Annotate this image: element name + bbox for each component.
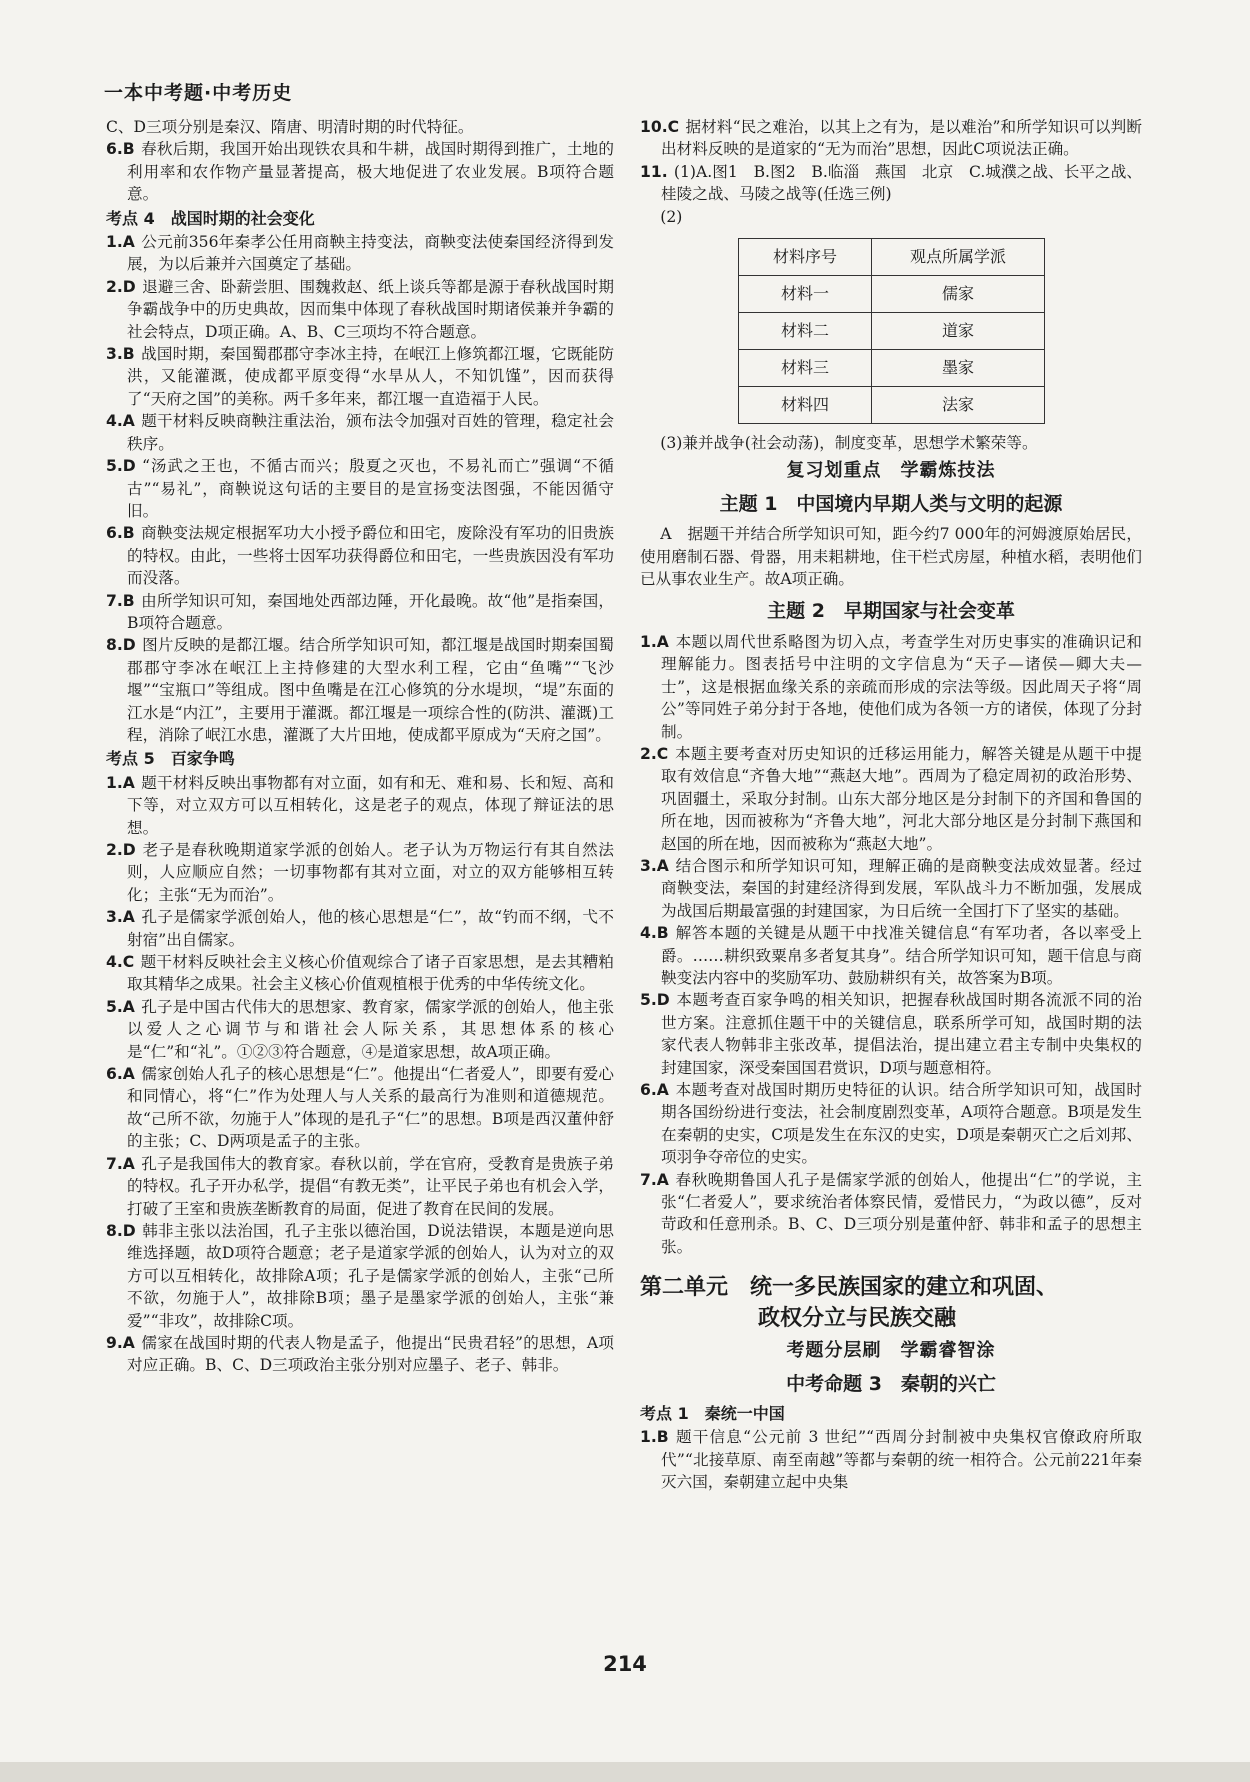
answer-text: 儒家在战国时期的代表人物是孟子，他提出“民贵君轻”的思想，A项对应正确。B、C、D三项政治主张分别对应墨子、老子、韩非。	[127, 1333, 614, 1375]
table-row	[739, 350, 1045, 387]
answer-text: “汤武之王也，不循古而兴；殷夏之灭也，不易礼而亡”强调“不循古”“易礼”，商鞅说这句话的主要目的是宣扬变法图强，不能因循守旧。	[127, 457, 614, 520]
table-cell: 法家	[872, 387, 1045, 424]
right-column	[640, 116, 1142, 1494]
answer-text: 结合图示和所学知识可知，理解正确的是商鞅变法成效显著。经过商鞅变法，秦国的封建经济得到发展，军队战斗力不断加强，发展成为战国后期最富强的封建国家，为日后统一全国打下了坚实的基础。	[661, 856, 1142, 920]
answer-text: C、D三项分别是秦汉、隋唐、明清时期的时代特征。	[106, 118, 474, 136]
answer-text: 由所学知识可知，秦国地处西部边陲，开化最晚。故“他”是指秦国，B项符合题意。	[127, 591, 614, 632]
table-header: 观点所属学派	[872, 239, 1045, 276]
answer-number: 4.B	[640, 924, 669, 943]
answer-text: 春秋后期，我国开始出现铁农具和牛耕，战国时期得到推广，土地的利用率和农作物产量显著提高，极大地促进了农业发展。B项符合题意。	[127, 140, 614, 204]
topic-heading: 中考命题 3 秦朝的兴亡	[786, 1372, 996, 1395]
banner-heading: 复习划重点 学霸炼技法	[786, 460, 996, 482]
answer-number: 3.A	[640, 856, 669, 875]
answer-item	[640, 161, 1142, 206]
answer-item	[106, 839, 614, 906]
answer-number: 7.A	[640, 1170, 669, 1189]
page-header: 一本中考题·中考历史	[104, 82, 293, 104]
answer-number: 5.D	[106, 457, 136, 476]
table-cell: 儒家	[872, 276, 1045, 313]
answer-number: 11.	[640, 162, 668, 181]
table-cell: 材料四	[739, 387, 872, 424]
answer-text: 本题主要考查对历史知识的迁移运用能力，解答关键是从题干中提取有效信息“齐鲁大地”“燕赵大地”。西周为了稳定周初的政治形势、巩固疆土，采取分封制。山东大部分地区是分封制下的齐国和鲁国的所在地，因而被称为“齐鲁大地”，河北大部分地区是分封制下燕国和赵国的所在地，因而被称为“燕赵大地”。	[661, 744, 1142, 853]
answer-item	[106, 590, 614, 635]
answer-number: 2.D	[106, 277, 136, 296]
answer-item	[640, 1426, 1142, 1493]
answer-item	[640, 855, 1142, 922]
answer-text: 图片反映的是都江堰。结合所学知识可知，都江堰是战国时期秦国蜀郡郡守李冰在岷江上主持修建的大型水利工程，它由“鱼嘴”“飞沙堰”“宝瓶口”等组成。图中鱼嘴是在江心修筑的分水堤坝，“堤”东面的江水是“内江”，主要用于灌溉。都江堰是一项综合性的(防洪、灌溉)工程，消除了岷江水患，灌溉了大片田地，使成都平原成为“天府之国”。	[127, 636, 614, 744]
answer-item	[106, 996, 614, 1063]
answer-item	[106, 522, 614, 589]
answer-item	[106, 906, 614, 951]
answer-text: 据材料“民之难治，以其上之有为，是以难治”和所学知识可以判断出材料反映的是道家的“无为而治”思想，因此C项说法正确。	[661, 118, 1142, 159]
answer-text: 韩非主张以法治国，孔子主张以德治国，D说法错误，本题是逆向思维选择题，故D项符合题意；老子是道家学派的创始人，认为对立的双方可以互相转化，故排除A项；孔子是儒家学派的创始人，主张“己所不欲，勿施于人”，故排除B项；墨子是墨家学派的创始人，主张“兼爱”“非攻”，故排除C项。	[127, 1221, 614, 1330]
answer-number: 5.D	[640, 991, 670, 1010]
answer-text: 退避三舍、卧薪尝胆、围魏救赵、纸上谈兵等都是源于春秋战国时期争霸战争中的历史典故，因而集中体现了春秋战国时期诸侯兼并争霸的社会特点，D项正确。A、B、C三项均不符合题意。	[127, 277, 614, 341]
section-heading: 考点 5 百家争鸣	[106, 749, 235, 769]
answer-item	[106, 410, 614, 455]
unit-heading-line2: 政权分立与民族交融	[758, 1306, 957, 1332]
answer-item	[106, 455, 614, 522]
answer-text: 解答本题的关键是从题干中找准关键信息“有军功者，各以率受上爵。……耕织致粟帛多者复其身”。结合所学知识可知，题干信息与商鞅变法内容中的奖励军功、鼓励耕织有关，故答案为B项。	[661, 924, 1142, 987]
answer-item	[106, 1063, 614, 1153]
topic-heading: 主题 2 早期国家与社会变革	[767, 600, 1015, 623]
answer-text: 战国时期，秦国蜀郡郡守李冰主持，在岷江上修筑都江堰，它既能防洪，又能灌溉，使成都平原变得“水旱从人，不知饥馑”，因而获得了“天府之国”的美称。两千多年来，都江堰一直造福于人民。	[127, 345, 614, 408]
answer-number: 3.A	[106, 908, 135, 927]
answer-item	[106, 951, 614, 996]
answer-item	[640, 1079, 1142, 1169]
schools-table	[738, 238, 1045, 424]
answer-number: 7.A	[106, 1154, 135, 1173]
answer-text: 孔子是我国伟大的教育家。春秋以前，学在官府，受教育是贵族子弟的特权。孔子开办私学，提倡“有教无类”，让平民子弟也有机会入学，打破了王室和贵族垄断教育的局面，促进了教育在民间的发展。	[127, 1154, 614, 1218]
answer-text: 本题考查百家争鸣的相关知识，把握春秋战国时期各流派不同的治世方案。注意抓住题干中的关键信息，联系所学可知，战国时期的法家代表人物韩非主张改革，提倡法治，提出建立君主专制中央集权的封建国家，深受秦国国君赏识，D项与题意相符。	[661, 991, 1142, 1077]
answer-text: 本题以周代世系略图为切入点，考查学生对历史事实的准确识记和理解能力。图表括号中注明的文字信息为“天子—诸侯—卿大夫—士”，这是根据血缘关系的亲疏而形成的宗法等级。因此周天子将“周公”等同姓子弟分封于各地，使他们成为各领一方的诸侯，体现了分封制。	[661, 632, 1142, 741]
answer-number: 9.A	[106, 1333, 135, 1352]
answer-item	[106, 276, 614, 343]
table-cell: 材料二	[739, 313, 872, 350]
answer-text: 孔子是中国古代伟大的思想家、教育家，儒家学派的创始人，他主张以爱人之心调节与和谐社会人际关系，其思想体系的核心是“仁”和“礼”。①②③符合题意，④是道家思想，故A项正确。	[127, 997, 614, 1061]
answer-item	[106, 1153, 614, 1220]
answer-number: 3.B	[106, 345, 135, 364]
answer-item	[106, 772, 614, 839]
table-row	[739, 276, 1045, 313]
answer-text: A 据题干并结合所学知识可知，距今约7 000年的河姆渡原始居民，使用磨制石器、骨器，用耒耜耕地，住干栏式房屋，种植水稻，表明他们已从事农业生产。故A项正确。	[640, 525, 1142, 589]
topic-heading: 主题 1 中国境内早期人类与文明的起源	[719, 492, 1063, 515]
answer-text: 商鞅变法规定根据军功大小授予爵位和田宅，废除没有军功的旧贵族的特权。由此，一些将士因军功获得爵位和田宅，一些贵族因没有军功而没落。	[127, 524, 614, 588]
answer-number: 6.B	[106, 140, 135, 159]
answer-number: 1.B	[640, 1428, 669, 1447]
answer-item	[640, 631, 1142, 743]
answer-item	[106, 138, 614, 205]
answer-item	[640, 922, 1142, 989]
answer-item	[106, 1220, 614, 1332]
table-cell: 材料一	[739, 276, 872, 313]
answer-text: 老子是春秋晚期道家学派的创始人。老子认为万物运行有其自然法则，人应顺应自然；一切事物都有其对立面，对立的双方能够相互转化；主张“无为而治”。	[127, 841, 614, 904]
answer-text: 本题考查对战国时期历史特征的认识。结合所学知识可知，战国时期各国纷纷进行变法，社会制度剧烈变革，A项符合题意。B项是发生在秦朝的史实，C项是发生在东汉的史实，D项是秦朝灭亡之后刘邦、项羽争夺帝位的史实。	[661, 1081, 1142, 1167]
left-column	[106, 116, 614, 1377]
table-cell: 道家	[872, 313, 1045, 350]
answer-text: 孔子是儒家学派创始人，他的核心思想是“仁”，故“钓而不纲，弋不射宿”出自儒家。	[127, 908, 614, 949]
answer-text: 春秋晚期鲁国人孔子是儒家学派的创始人，他提出“仁”的学说，主张“仁者爱人”，要求统治者体察民情，爱惜民力，“为政以德”，反对苛政和任意刑杀。B、C、D三项分别是董仲舒、韩非和孟子的思想主张。	[661, 1170, 1142, 1256]
scan-edge	[0, 1762, 1250, 1782]
answer-number: 4.A	[106, 412, 135, 431]
answer-number: 1.A	[640, 632, 669, 651]
table-cell: 材料三	[739, 350, 872, 387]
answer-number: 5.A	[106, 997, 135, 1016]
answer-number: 8.D	[106, 636, 136, 655]
answer-text: 儒家创始人孔子的核心思想是“仁”。他提出“仁者爱人”，即要有爱心和同情心，将“仁”作为处理人与人关系的最高行为准则和道德规范。故“己所不欲，勿施于人”体现的是孔子“仁”的思想。B项是西汉董仲舒的主张；C、D两项是孟子的主张。	[127, 1065, 614, 1151]
answer-number: 6.A	[640, 1081, 669, 1099]
answer-text: (2)	[660, 207, 683, 226]
table-row	[739, 313, 1045, 350]
answer-number: 1.A	[106, 233, 135, 252]
answer-number: 10.C	[640, 118, 680, 136]
section-heading: 考点 4 战国时期的社会变化	[106, 208, 315, 228]
banner-heading: 考题分层刷 学霸睿智涂	[786, 1340, 996, 1362]
answer-item	[640, 989, 1142, 1079]
answer-text: 题干材料反映出事物都有对立面，如有和无、难和易、长和短、高和下等，对立双方可以互相转化，这是老子的观点，体现了辩证法的思想。	[127, 773, 614, 837]
table-header: 材料序号	[739, 239, 872, 276]
answer-item	[640, 116, 1142, 161]
answer-number: 8.D	[106, 1221, 136, 1240]
answer-item	[106, 343, 614, 410]
section-heading: 考点 1 秦统一中国	[640, 1404, 785, 1424]
answer-number: 7.B	[106, 591, 135, 610]
page-number: 214	[603, 1652, 647, 1676]
answer-text: (3)兼并战争(社会动荡)，制度变革，思想学术繁荣等。	[660, 434, 1038, 453]
answer-item	[106, 634, 614, 746]
answer-number: 1.A	[106, 773, 135, 792]
answer-number: 2.C	[640, 744, 669, 763]
answer-item	[106, 1332, 614, 1377]
answer-text: 公元前356年秦孝公任用商鞅主持变法，商鞅变法使秦国经济得到发展，为以后兼并六国奠定了基础。	[127, 233, 614, 274]
unit-heading-line1: 第二单元 统一多民族国家的建立和巩固、	[640, 1275, 1059, 1301]
answer-number: 6.B	[106, 524, 135, 543]
answer-item	[640, 1169, 1142, 1259]
answer-text: (1)A.图1 B.图2 B.临淄 燕国 北京 C.城濮之战、长平之战、桂陵之战、马陵之战等(任选三例)	[661, 162, 1142, 204]
table-row	[739, 387, 1045, 424]
table-cell: 墨家	[872, 350, 1045, 387]
answer-item	[106, 231, 614, 276]
answer-item	[640, 743, 1142, 855]
answer-text: 题干信息“公元前 3 世纪”“西周分封制被中央集权官僚政府所取代”“北接草原、南至南越”等都与秦朝的统一相符合。公元前221年秦灭六国，秦朝建立起中央集	[661, 1428, 1142, 1492]
answer-number: 6.A	[106, 1065, 135, 1084]
answer-text: 题干材料反映社会主义核心价值观综合了诸子百家思想，是去其糟粕取其精华之成果。社会主义核心价值观植根于优秀的中华传统文化。	[127, 953, 614, 994]
answer-number: 2.D	[106, 841, 136, 859]
answer-number: 4.C	[106, 953, 135, 972]
unit-heading	[640, 1272, 1142, 1334]
answer-text: 题干材料反映商鞅注重法治，颁布法令加强对百姓的管理，稳定社会秩序。	[127, 412, 614, 453]
